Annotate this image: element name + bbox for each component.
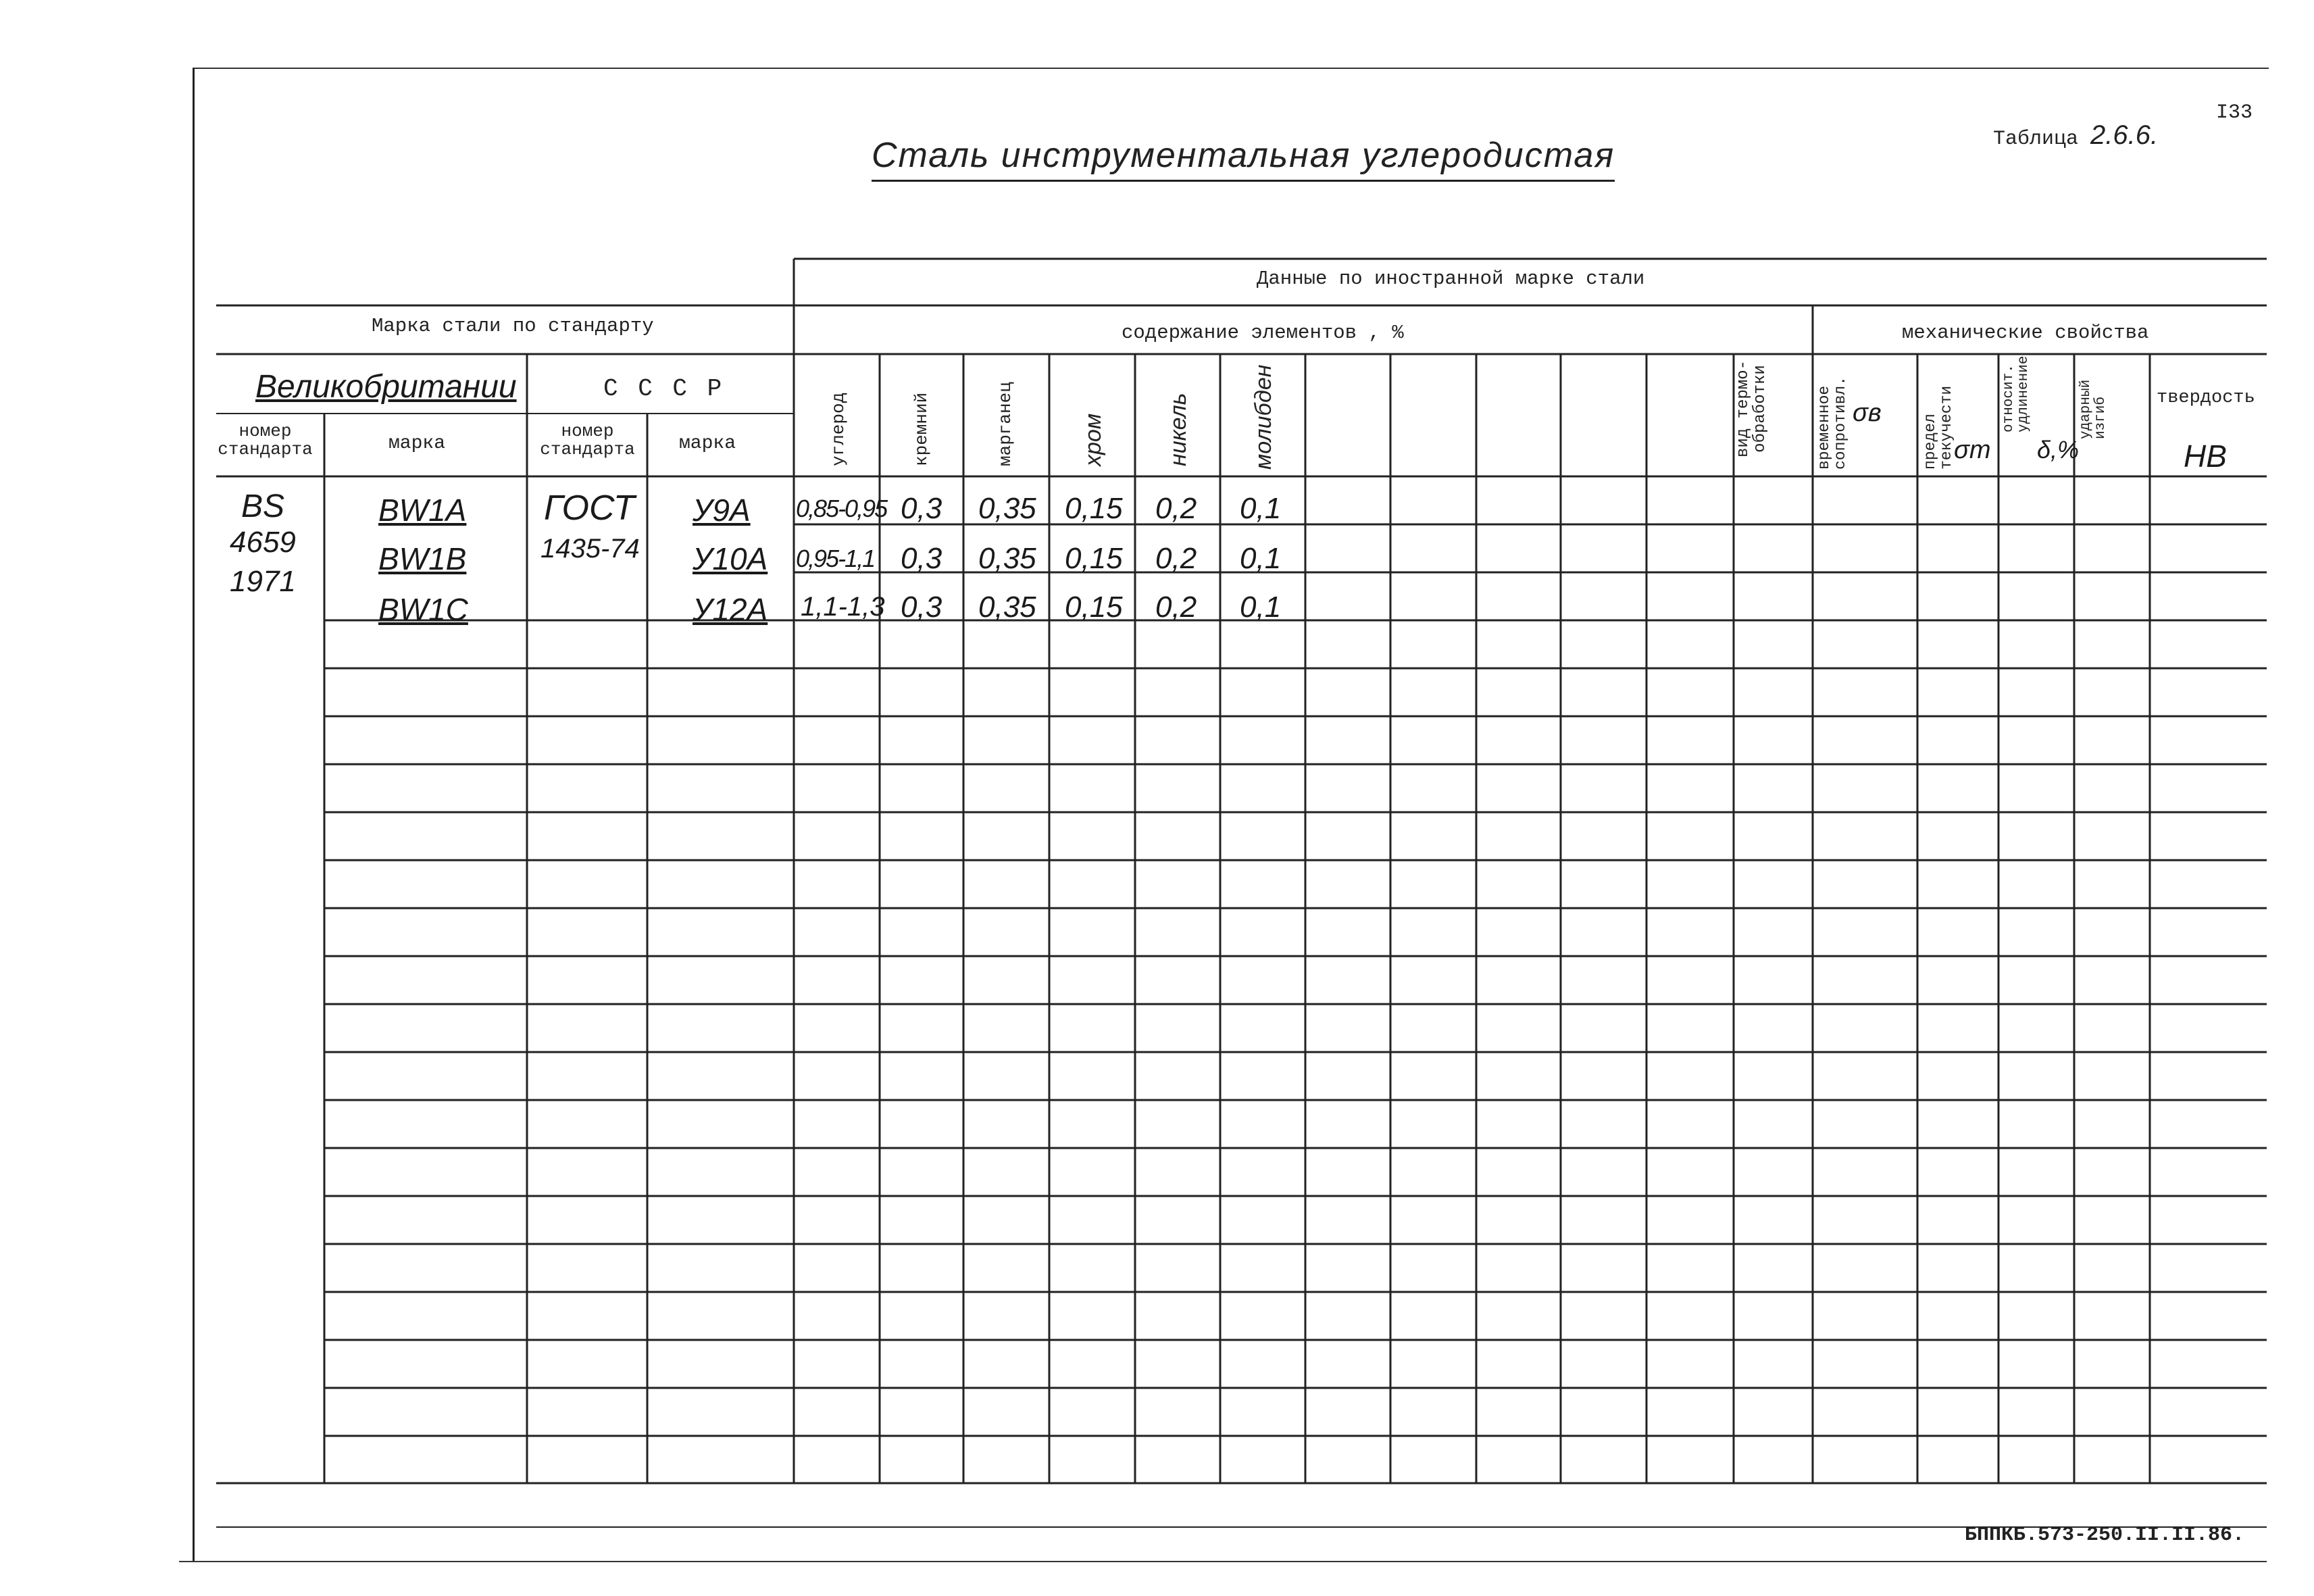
col-ussr-grade: марка — [679, 433, 736, 454]
row-3-silicon: 0,3 — [901, 591, 942, 624]
row-2-silicon: 0,3 — [901, 542, 942, 575]
row-2-nickel: 0,2 — [1155, 542, 1197, 575]
row-1-chromium: 0,15 — [1065, 492, 1123, 525]
table-number: 2.6.6. — [2090, 120, 2159, 150]
element-header-manganese: марганец — [995, 382, 1015, 466]
element-header-chromium: хром — [1080, 413, 1106, 466]
table-label-word: Таблица — [1993, 128, 2079, 151]
ussr-standard-code: ГОСТ — [544, 489, 635, 528]
page-number: I33 — [2216, 101, 2253, 124]
row-3-nickel: 0,2 — [1155, 591, 1197, 624]
row-1-nickel: 0,2 — [1155, 492, 1197, 525]
col-standard-number: номер стандарта — [218, 421, 313, 460]
row-1-grade: BW1A — [378, 493, 467, 528]
mech-tensile-symbol: σв — [1853, 399, 1882, 427]
mech-impact: ударный изгиб — [2078, 379, 2109, 439]
row-1-silicon: 0,3 — [901, 492, 942, 525]
col-ussr-standard-number: номер стандарта — [540, 421, 635, 460]
row-2-grade: BW1B — [378, 541, 467, 576]
row-1-molybdenum: 0,1 — [1240, 492, 1282, 525]
row-3-chromium: 0,15 — [1065, 591, 1123, 624]
row-2-molybdenum: 0,1 — [1240, 542, 1282, 575]
mech-yield-symbol: σт — [1954, 436, 1991, 464]
element-header-nickel: никель — [1165, 393, 1191, 466]
mech-yield-strength: предел текучести — [1921, 385, 1956, 470]
row-3-grade: BW1C — [378, 592, 468, 627]
col-grade: марка — [388, 433, 446, 454]
row-2-chromium: 0,15 — [1065, 542, 1123, 575]
foreign-standard-year: 1971 — [230, 565, 296, 598]
header-heat-treatment: вид термо- обработки — [1734, 359, 1770, 458]
row-1-carbon: 0,85-0,95 — [796, 495, 887, 522]
ussr-standard-number: 1435-74 — [540, 534, 640, 564]
element-header-silicon: кремний — [911, 392, 932, 466]
country-ussr: С С С Р — [603, 375, 725, 403]
header-foreign-data: Данные по иностранной марке стали — [1257, 268, 1645, 290]
row-3-molybdenum: 0,1 — [1240, 591, 1282, 624]
foreign-standard-code: BS — [241, 489, 285, 524]
row-2-ussr-grade: У10А — [693, 541, 768, 576]
mech-elongation: относит. удлинение — [2001, 355, 2032, 432]
row-3-carbon: 1,1-1,3 — [801, 592, 885, 622]
row-1-manganese: 0,35 — [978, 492, 1036, 525]
header-steel-grade-by-standard: Марка стали по стандарту — [372, 315, 654, 337]
foreign-standard-number: 4659 — [230, 526, 296, 559]
footer-document-code: БППКБ.573-250.II.II.86. — [1965, 1524, 2245, 1547]
row-3-ussr-grade: У12А — [693, 592, 768, 627]
element-header-carbon: углерод — [828, 392, 849, 466]
row-2-carbon: 0,95-1,1 — [796, 545, 875, 572]
row-1-ussr-grade: У9А — [693, 493, 751, 528]
mech-hardness-symbol: НВ — [2184, 439, 2227, 474]
document-title: Сталь инструментальная углеродистая — [872, 135, 1615, 182]
header-mechanical-properties: механические свойства — [1902, 322, 2149, 344]
mech-elongation-symbol: δ,% — [2037, 436, 2080, 464]
row-2-manganese: 0,35 — [978, 542, 1036, 575]
element-header-molybdenum: молибден — [1251, 364, 1276, 470]
mech-hardness: твердость — [2157, 388, 2255, 408]
row-3-manganese: 0,35 — [978, 591, 1036, 624]
mech-tensile-strength: временное сопротивл. — [1815, 376, 1850, 470]
country-foreign: Великобритании — [255, 369, 517, 405]
header-composition: содержание элементов , % — [1122, 322, 1404, 344]
